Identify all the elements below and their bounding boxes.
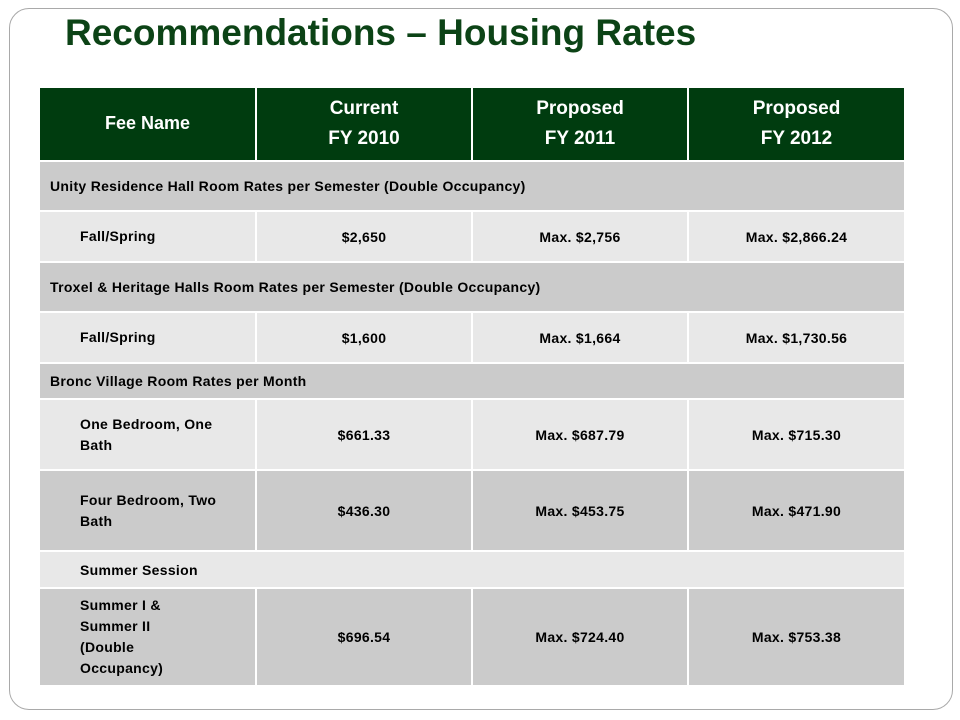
fy2010-cell: $2,650 <box>256 211 472 262</box>
header-current-fy2010: Current FY 2010 <box>256 88 472 161</box>
fy2012-cell: Max. $1,730.56 <box>688 312 904 363</box>
table-row <box>40 211 904 262</box>
section-row-summer <box>40 551 904 588</box>
table-row <box>40 588 904 685</box>
fy2011-cell: Max. $453.75 <box>472 470 688 551</box>
section-row-bronc <box>40 363 904 399</box>
fy2011-cell: Max. $724.40 <box>472 588 688 685</box>
fee-name-cell: Fall/Spring <box>40 312 256 363</box>
header-fee-name: Fee Name <box>40 88 256 161</box>
fee-name-cell: One Bedroom, One Bath <box>40 399 256 470</box>
fy2012-cell: Max. $715.30 <box>688 399 904 470</box>
fy2011-cell: Max. $687.79 <box>472 399 688 470</box>
fy2010-cell: $436.30 <box>256 470 472 551</box>
housing-rates-table <box>40 88 904 685</box>
section-row-troxel <box>40 262 904 312</box>
slide-title: Recommendations – Housing Rates <box>65 12 697 53</box>
section-label: Unity Residence Hall Room Rates per Semester (Double Occupancy) <box>40 161 904 211</box>
section-row-unity <box>40 161 904 211</box>
table-row <box>40 470 904 551</box>
fee-name-cell: Summer I & Summer II (Double Occupancy) <box>40 588 256 685</box>
fy2010-cell: $661.33 <box>256 399 472 470</box>
fee-name-cell: Four Bedroom, Two Bath <box>40 470 256 551</box>
section-label: Summer Session <box>40 551 904 588</box>
header-proposed-fy2012: Proposed FY 2012 <box>688 88 904 161</box>
fy2010-cell: $1,600 <box>256 312 472 363</box>
table-row <box>40 312 904 363</box>
fy2012-cell: Max. $2,866.24 <box>688 211 904 262</box>
fy2011-cell: Max. $1,664 <box>472 312 688 363</box>
section-label: Bronc Village Room Rates per Month <box>40 363 904 399</box>
fy2012-cell: Max. $753.38 <box>688 588 904 685</box>
table-row <box>40 399 904 470</box>
section-label: Troxel & Heritage Halls Room Rates per Semester (Double Occupancy) <box>40 262 904 312</box>
fy2011-cell: Max. $2,756 <box>472 211 688 262</box>
fy2010-cell: $696.54 <box>256 588 472 685</box>
header-proposed-fy2011: Proposed FY 2011 <box>472 88 688 161</box>
fee-name-cell: Fall/Spring <box>40 211 256 262</box>
fy2012-cell: Max. $471.90 <box>688 470 904 551</box>
table-header-row <box>40 88 904 161</box>
